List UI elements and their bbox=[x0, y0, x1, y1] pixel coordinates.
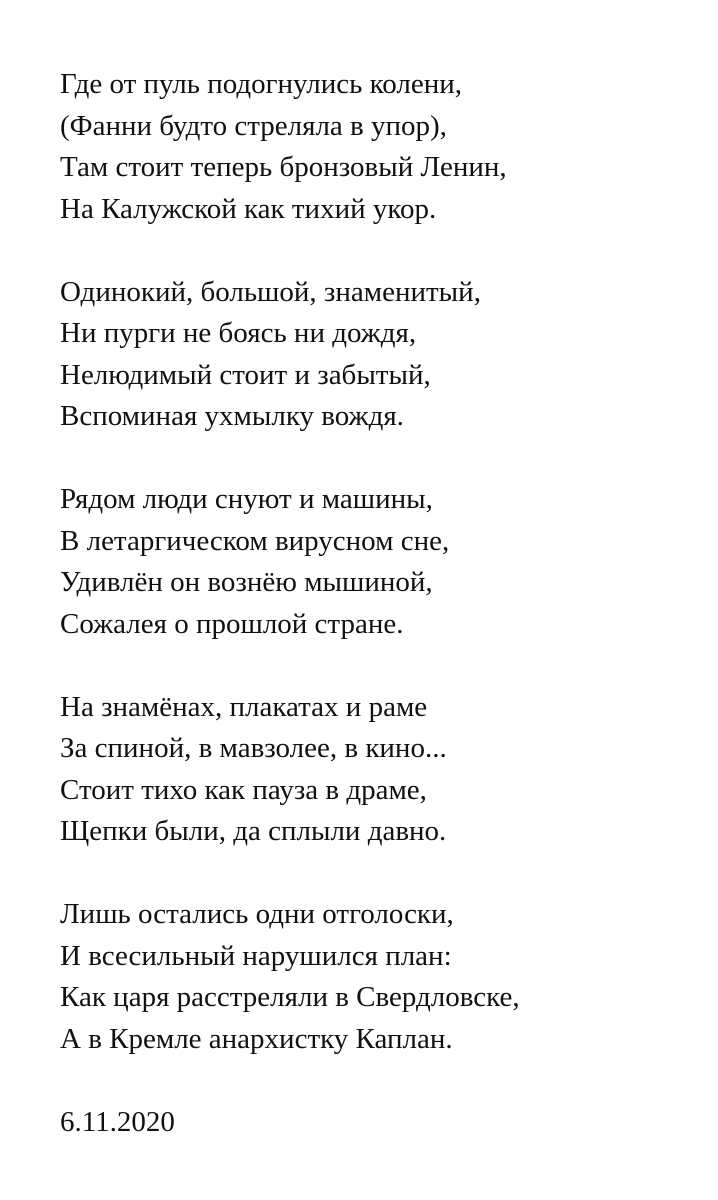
poem-line: Щепки были, да сплыли давно. bbox=[60, 815, 447, 847]
poem-line: Ни пурги не боясь ни дождя, bbox=[60, 317, 417, 349]
poem-line: Нелюдимый стоит и забытый, bbox=[60, 358, 431, 391]
poem-date: 6.11.2020 bbox=[60, 1105, 175, 1138]
poem-line: Рядом люди снуют и машины, bbox=[60, 483, 433, 515]
poem-line: Где от пуль подогнулись колени, bbox=[60, 68, 462, 100]
stanza-3 bbox=[60, 479, 700, 645]
poem-line: Удивлён он вознёю мышиной, bbox=[60, 566, 433, 598]
poem-line: За спиной, в мавзолее, в кино... bbox=[60, 732, 447, 764]
poem-line: И всесильный нарушился план: bbox=[60, 939, 452, 972]
poem-line: Стоит тихо как пауза в драме, bbox=[60, 773, 427, 806]
poem-line: Лишь остались одни отголоски, bbox=[60, 898, 454, 930]
poem-line: (Фанни будто стреляла в упор), bbox=[60, 109, 447, 142]
stanza-5 bbox=[60, 894, 700, 1060]
poem-line: В летаргическом вирусном сне, bbox=[60, 524, 450, 557]
poem-line: Как царя расстреляли в Свердловске, bbox=[60, 981, 520, 1013]
poem-line: Сожалея о прошлой стране. bbox=[60, 607, 404, 640]
stanza-4 bbox=[60, 687, 700, 853]
stanza-1 bbox=[60, 64, 700, 230]
poem bbox=[60, 64, 700, 1143]
poem-line: На знамёнах, плакатах и раме bbox=[60, 690, 428, 723]
poem-line: Вспоминая ухмылку вождя. bbox=[60, 400, 404, 432]
poem-line: На Калужской как тихий укор. bbox=[60, 192, 437, 225]
poem-line: Там стоит теперь бронзовый Ленин, bbox=[60, 151, 507, 183]
stanza-2 bbox=[60, 272, 700, 438]
poem-line: Одинокий, большой, знаменитый, bbox=[60, 275, 481, 308]
poem-line: А в Кремле анархистку Каплан. bbox=[60, 1022, 453, 1055]
